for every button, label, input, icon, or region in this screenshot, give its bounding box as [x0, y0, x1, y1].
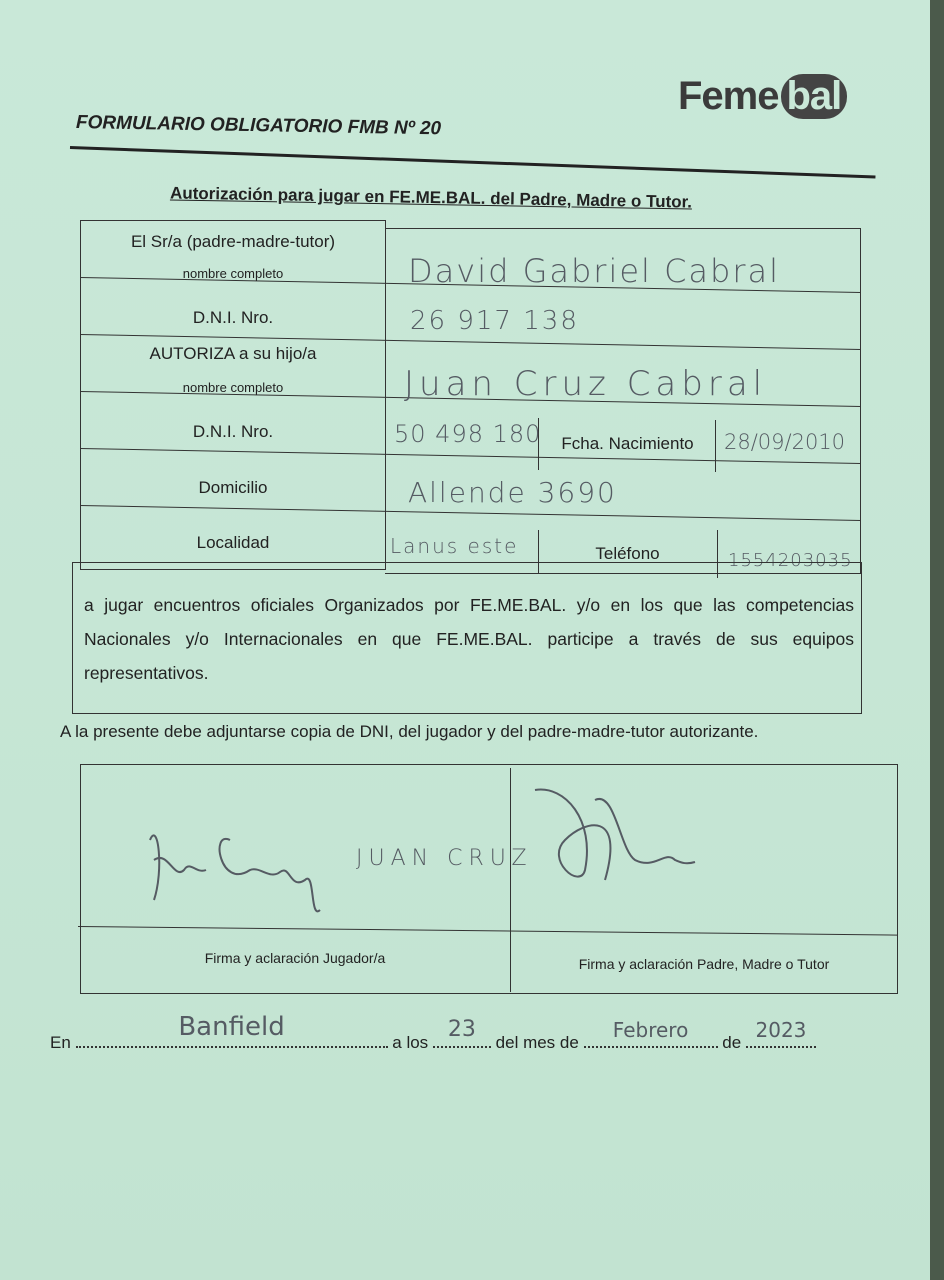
city-value: Lanus este	[390, 534, 519, 558]
a-los-label: a los	[392, 1033, 429, 1052]
phone-value: 1554203035	[728, 550, 853, 571]
parent-name-sublabel: nombre completo	[182, 266, 284, 281]
child-name-label: AUTORIZA a su hijo/a	[149, 344, 317, 363]
place-value: Banfield	[178, 1012, 285, 1042]
child-dni-label: D.N.I. Nro.	[192, 422, 274, 441]
background-edge	[930, 0, 944, 1280]
child-dni-value: 50 498 180	[394, 420, 542, 448]
year-field	[746, 1018, 816, 1048]
place-field	[76, 1012, 388, 1048]
phone-label: Teléfono	[595, 544, 660, 563]
day-value: 23	[447, 1017, 476, 1042]
col-divider	[715, 420, 716, 472]
attachment-note: A la presente debe adjuntarse copia de DNI, del jugador y del padre-madre-tutor autorizante.	[60, 722, 759, 741]
parent-dni-label: D.N.I. Nro.	[192, 308, 274, 327]
day-field	[433, 1017, 491, 1048]
address-value: Allende 3690	[408, 476, 617, 509]
title-rule	[70, 146, 876, 179]
logo-text: Feme	[678, 74, 779, 118]
del-mes-label: del mes de	[495, 1033, 579, 1052]
birth-date-value: 28/09/2010	[724, 430, 846, 454]
parent-signature	[525, 780, 705, 900]
form-subtitle: Autorización para jugar en FE.ME.BAL. del Padre, Madre o Tutor.	[169, 183, 693, 212]
de-label: de	[722, 1033, 742, 1052]
year-value: 2023	[755, 1018, 807, 1042]
signature-divider	[510, 768, 511, 992]
en-label: En	[50, 1033, 71, 1052]
city-label: Localidad	[196, 533, 270, 552]
authorization-text: a jugar encuentros oficiales Organizados por FE.ME.BAL. y/o en los que las competencias Nacionales y/o Internacionales en que FE.ME.BAL. participe a través de sus equipos representativos.	[84, 595, 854, 683]
player-printed-name: JUAN CRUZ	[356, 846, 533, 871]
logo-pill: bal	[781, 74, 848, 119]
address-label: Domicilio	[198, 478, 268, 497]
parent-signature-label: Firma y aclaración Padre, Madre o Tutor	[578, 956, 830, 972]
parent-name-label: El Sr/a (padre-madre-tutor)	[130, 232, 336, 251]
parent-name-value: David Gabriel Cabral	[408, 252, 780, 290]
player-signature	[140, 810, 340, 920]
player-signature-label: Firma y aclaración Jugador/a	[204, 950, 386, 966]
parent-dni-value: 26 917 138	[410, 306, 579, 336]
month-field	[584, 1018, 718, 1048]
birth-date-label: Fcha. Nacimiento	[561, 434, 694, 453]
month-value: Febrero	[612, 1018, 689, 1042]
date-place-line	[50, 1012, 816, 1053]
child-name-sublabel: nombre completo	[182, 380, 284, 395]
form-title: FORMULARIO OBLIGATORIO FMB Nº 20	[75, 112, 442, 140]
child-name-value: Juan Cruz Cabral	[404, 364, 768, 404]
femebal-logo	[678, 74, 847, 119]
